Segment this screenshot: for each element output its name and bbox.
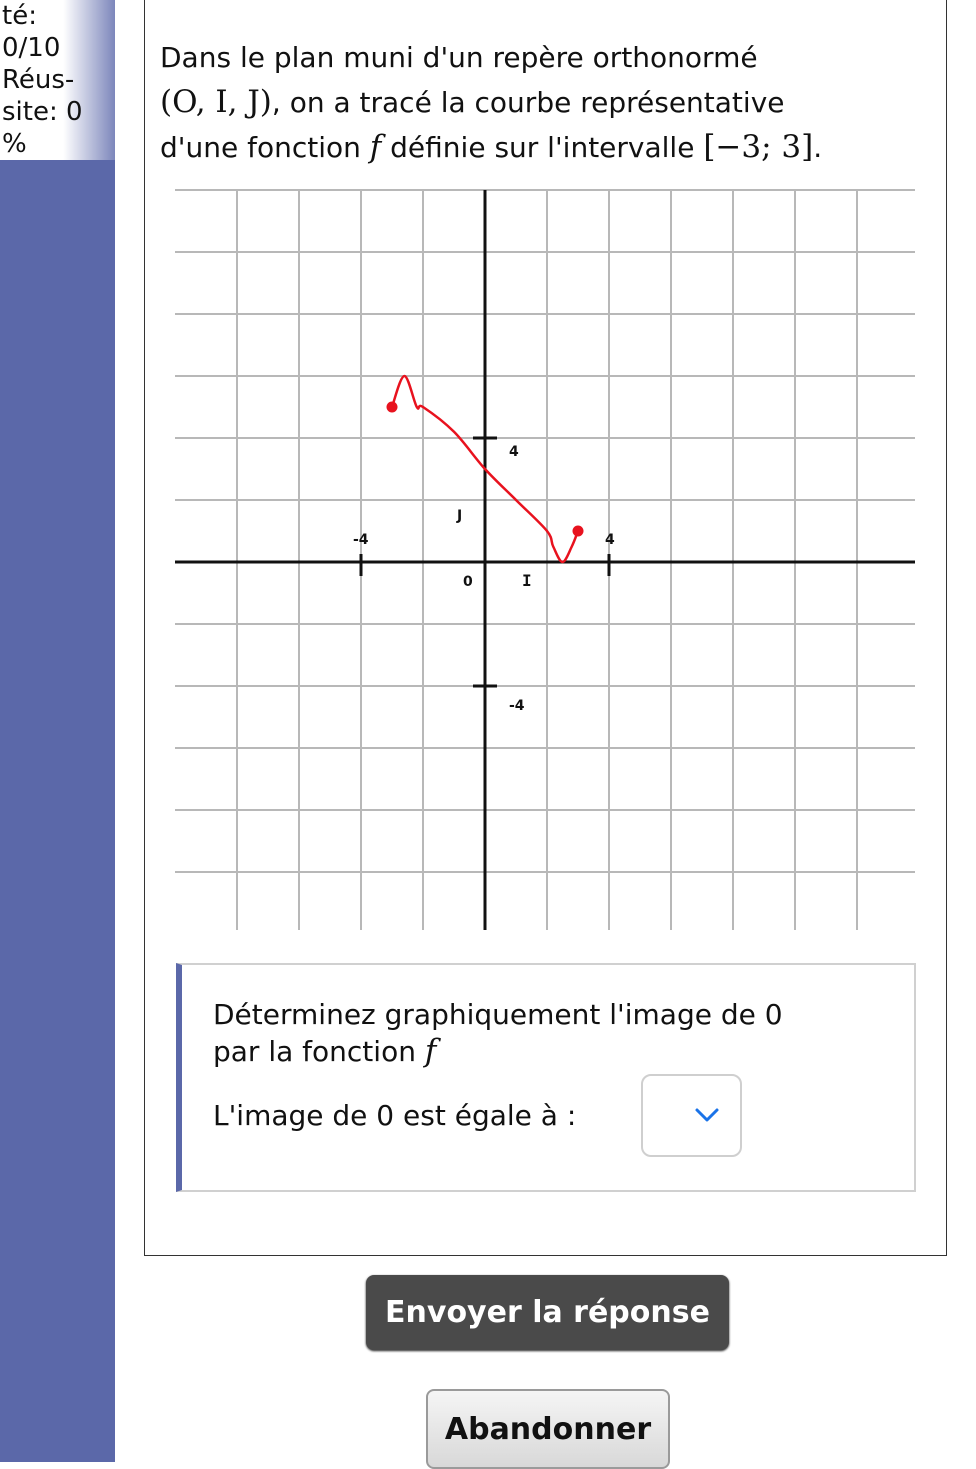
statement-line-3-start: d'une fonction [160, 131, 370, 164]
function-symbol: f [369, 129, 382, 165]
abandon-button[interactable]: Abandonner [426, 1389, 670, 1469]
success-label: Réus- [2, 65, 75, 95]
statement-line-3 [160, 125, 930, 170]
statement-line-3-mid: définie sur l'intervalle [381, 131, 704, 164]
curve-endpoint-right [573, 526, 584, 537]
interval-notation: [−3; 3] [703, 129, 814, 165]
curve-endpoint-left [387, 402, 398, 413]
axes [175, 190, 915, 930]
x-tick-label-4: 4 [605, 532, 615, 548]
unit-i-label: I [522, 571, 532, 590]
chevron-down-icon [694, 1107, 720, 1123]
sidebar [0, 0, 115, 1462]
success-unit: % [2, 129, 27, 159]
score-panel [0, 0, 115, 160]
statement-line-3-end: . [813, 131, 823, 164]
answer-label: L'image de 0 est égale à : [213, 1099, 577, 1132]
submit-answer-button[interactable]: Envoyer la réponse [366, 1275, 729, 1350]
unit-j-label: J [457, 508, 463, 524]
x-tick-label-minus-4: -4 [353, 532, 369, 548]
grid [175, 190, 915, 930]
statement-line-1: Dans le plan muni d'un repère orthonormé [160, 41, 758, 74]
frame-notation: (O, I, J) [160, 84, 272, 120]
function-graph [160, 180, 920, 940]
question-line-1: Déterminez graphiquement l'image de 0 [213, 998, 783, 1031]
score-label: té: [2, 1, 37, 31]
y-tick-label-minus-4: -4 [509, 698, 525, 714]
statement-line-2 [160, 80, 930, 125]
question-line-2-text: par la fonction [213, 1035, 425, 1068]
origin-label: 0 [463, 574, 473, 590]
question-function-symbol: f [424, 1033, 437, 1069]
y-tick-label-4: 4 [509, 444, 519, 460]
answer-dropdown[interactable] [641, 1074, 742, 1157]
question-line-2 [213, 1033, 436, 1070]
score-value: 0/10 [2, 33, 61, 63]
success-value: site: 0 [2, 97, 83, 127]
exercise-statement [160, 36, 930, 170]
statement-line-2-text: , on a tracé la courbe représentative [271, 86, 785, 119]
